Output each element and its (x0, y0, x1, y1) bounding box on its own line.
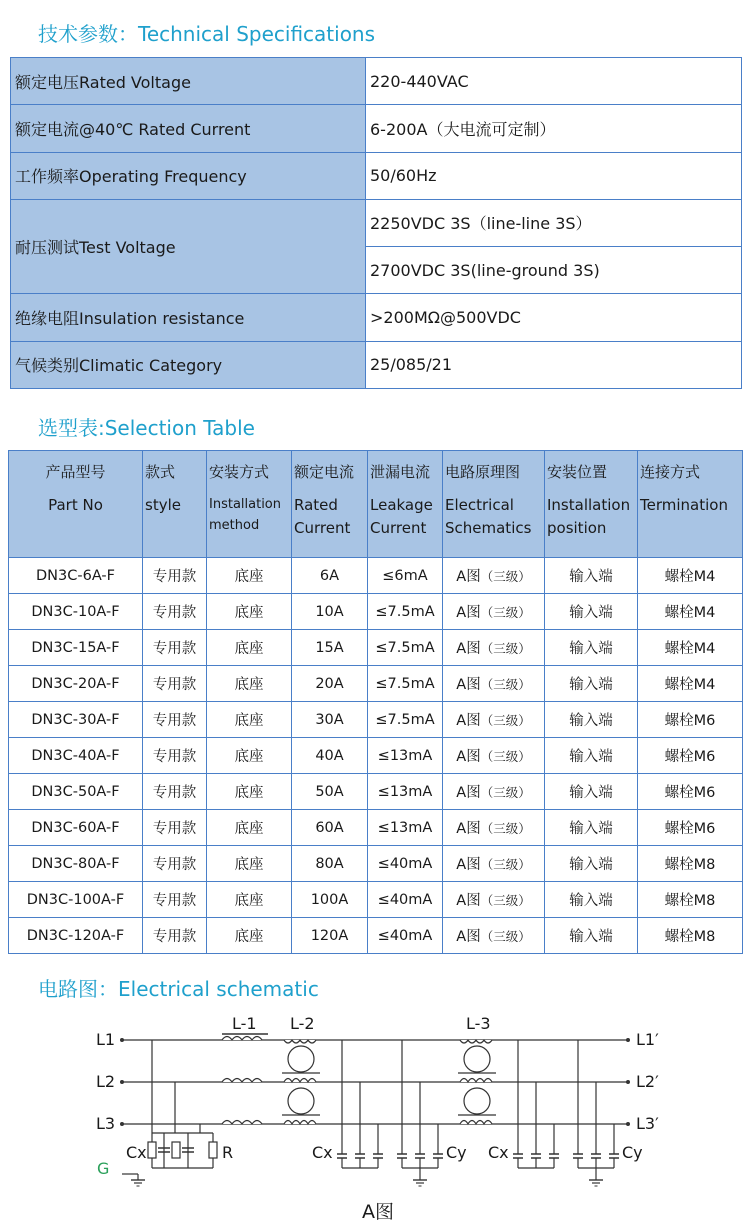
cell-termination: 螺栓M8 (638, 846, 743, 882)
spec-value: 220-440VAC (366, 58, 742, 105)
spec-row (11, 199, 742, 246)
inductor-l1 (222, 1037, 262, 1125)
cell-schematic: A图（三级） (443, 810, 545, 846)
cell-part: DN3C-80A-F (9, 846, 143, 882)
circuit-diagram (0, 1008, 750, 1230)
cell-current: 30A (292, 702, 368, 738)
ground-terminal (122, 1174, 145, 1186)
cell-install: 底座 (207, 558, 292, 594)
cell-current: 60A (292, 810, 368, 846)
cell-leakage: ≤7.5mA (368, 630, 443, 666)
cell-style: 专用款 (143, 882, 207, 918)
header-install-position: 安装位置 Installation position (545, 451, 638, 558)
cell-part: DN3C-10A-F (9, 594, 143, 630)
spec-label: 气候类别Climatic Category (11, 341, 366, 388)
label-inductor-l1: L-1 (232, 1014, 257, 1033)
cell-current: 80A (292, 846, 368, 882)
cell-termination: 螺栓M6 (638, 702, 743, 738)
cell-current: 40A (292, 738, 368, 774)
cell-leakage: ≤13mA (368, 810, 443, 846)
cell-termination: 螺栓M4 (638, 558, 743, 594)
cell-install: 底座 (207, 630, 292, 666)
cell-style: 专用款 (143, 666, 207, 702)
table-row (9, 846, 743, 882)
cell-leakage: ≤40mA (368, 846, 443, 882)
cell-schematic: A图（三级） (443, 774, 545, 810)
spec-label: 额定电流@40℃ Rated Current (11, 105, 366, 152)
header-leakage-current: 泄漏电流 Leakage Current (368, 451, 443, 558)
cell-current: 15A (292, 630, 368, 666)
cell-termination: 螺栓M6 (638, 738, 743, 774)
choke-l3 (460, 1040, 492, 1124)
spec-value: >200MΩ@500VDC (366, 294, 742, 341)
cell-leakage: ≤7.5mA (368, 702, 443, 738)
cell-schematic: A图（三级） (443, 666, 545, 702)
cell-install: 底座 (207, 666, 292, 702)
label-cx-input: Cx (126, 1143, 147, 1162)
cell-leakage: ≤13mA (368, 738, 443, 774)
table-row (9, 702, 743, 738)
label-cx-middle: Cx (312, 1143, 333, 1162)
cell-position: 输入端 (545, 882, 638, 918)
schematic-section-title: 电路图：Electrical schematic (38, 977, 319, 1001)
cell-schematic: A图（三级） (443, 558, 545, 594)
table-row (9, 918, 743, 954)
cell-position: 输入端 (545, 594, 638, 630)
label-l3-out: L3′ (636, 1114, 659, 1133)
label-ground: G (97, 1159, 110, 1178)
cell-position: 输入端 (545, 702, 638, 738)
cell-part: DN3C-6A-F (9, 558, 143, 594)
cy-bank-output (573, 1040, 619, 1186)
cell-position: 输入端 (545, 630, 638, 666)
spec-label: 绝缘电阻Insulation resistance (11, 294, 366, 341)
spec-label: 工作频率Operating Frequency (11, 152, 366, 199)
label-l1-in: L1 (96, 1030, 116, 1049)
cell-current: 100A (292, 882, 368, 918)
cell-install: 底座 (207, 846, 292, 882)
table-row (9, 774, 743, 810)
header-part-no: 产品型号 Part No (9, 451, 143, 558)
spec-row (11, 341, 742, 388)
cy-bank-middle (397, 1040, 443, 1186)
cell-current: 6A (292, 558, 368, 594)
cell-part: DN3C-120A-F (9, 918, 143, 954)
label-cy-middle: Cy (446, 1143, 467, 1162)
cell-schematic: A图（三级） (443, 918, 545, 954)
cell-schematic: A图（三级） (443, 630, 545, 666)
input-cx-network (148, 1040, 217, 1168)
cell-schematic: A图（三级） (443, 702, 545, 738)
spec-section-title: 技术参数：Technical Specifications (38, 22, 376, 46)
cell-schematic: A图（三级） (443, 882, 545, 918)
cell-position: 输入端 (545, 666, 638, 702)
cell-schematic: A图（三级） (443, 594, 545, 630)
label-cx-output: Cx (488, 1143, 509, 1162)
cell-part: DN3C-100A-F (9, 882, 143, 918)
selection-section-title: 选型表:Selection Table (38, 416, 255, 440)
cell-style: 专用款 (143, 702, 207, 738)
cell-install: 底座 (207, 774, 292, 810)
label-choke-l2: L-2 (290, 1014, 315, 1033)
header-termination: 连接方式 Termination (638, 451, 743, 558)
table-row (9, 630, 743, 666)
spec-value: 2250VDC 3S（line-line 3S） (366, 199, 742, 246)
cell-termination: 螺栓M8 (638, 918, 743, 954)
cell-style: 专用款 (143, 630, 207, 666)
table-row (9, 738, 743, 774)
cell-leakage: ≤40mA (368, 918, 443, 954)
cell-install: 底座 (207, 918, 292, 954)
cell-termination: 螺栓M4 (638, 666, 743, 702)
cell-install: 底座 (207, 594, 292, 630)
cell-schematic: A图（三级） (443, 738, 545, 774)
label-choke-l3: L-3 (466, 1014, 491, 1033)
cell-install: 底座 (207, 810, 292, 846)
schematic-caption: A图 (362, 1201, 394, 1223)
label-resistor: R (222, 1143, 234, 1162)
table-row (9, 810, 743, 846)
choke-l2 (284, 1040, 316, 1124)
spec-row (11, 294, 742, 341)
cell-current: 120A (292, 918, 368, 954)
table-row (9, 882, 743, 918)
spec-value: 6-200A（大电流可定制） (366, 105, 742, 152)
spec-row (11, 105, 742, 152)
table-row (9, 558, 743, 594)
cell-part: DN3C-15A-F (9, 630, 143, 666)
cell-style: 专用款 (143, 810, 207, 846)
spec-table (10, 57, 742, 389)
selection-header-row (9, 451, 743, 558)
cx-bank-middle (337, 1040, 383, 1168)
selection-table (8, 450, 743, 954)
cell-leakage: ≤13mA (368, 774, 443, 810)
header-schematics: 电路原理图 Electrical Schematics (443, 451, 545, 558)
cell-leakage: ≤6mA (368, 558, 443, 594)
cell-termination: 螺栓M8 (638, 882, 743, 918)
header-rated-current: 额定电流 Rated Current (292, 451, 368, 558)
line-wires (122, 1034, 628, 1124)
cell-style: 专用款 (143, 846, 207, 882)
table-row (9, 666, 743, 702)
cell-leakage: ≤7.5mA (368, 666, 443, 702)
spec-label: 额定电压Rated Voltage (11, 58, 366, 105)
cell-current: 10A (292, 594, 368, 630)
cell-style: 专用款 (143, 594, 207, 630)
spec-row (11, 152, 742, 199)
label-cy-output: Cy (622, 1143, 643, 1162)
spec-value: 25/085/21 (366, 341, 742, 388)
cell-leakage: ≤7.5mA (368, 594, 443, 630)
label-l3-in: L3 (96, 1114, 116, 1133)
header-install-method: 安装方式 Installation method (207, 451, 292, 558)
spec-label: 耐压测试Test Voltage (11, 199, 366, 294)
spec-value: 50/60Hz (366, 152, 742, 199)
cell-style: 专用款 (143, 738, 207, 774)
label-l2-out: L2′ (636, 1072, 659, 1091)
cell-part: DN3C-20A-F (9, 666, 143, 702)
label-l1-out: L1′ (636, 1030, 659, 1049)
cell-current: 50A (292, 774, 368, 810)
cell-position: 输入端 (545, 918, 638, 954)
cell-current: 20A (292, 666, 368, 702)
cell-install: 底座 (207, 738, 292, 774)
cell-position: 输入端 (545, 846, 638, 882)
cell-style: 专用款 (143, 918, 207, 954)
spec-value: 2700VDC 3S(line-ground 3S) (366, 247, 742, 294)
cx-bank-output (513, 1040, 559, 1168)
cell-style: 专用款 (143, 558, 207, 594)
cell-position: 输入端 (545, 774, 638, 810)
cell-position: 输入端 (545, 738, 638, 774)
label-l2-in: L2 (96, 1072, 116, 1091)
spec-row (11, 58, 742, 105)
cell-termination: 螺栓M4 (638, 630, 743, 666)
cell-part: DN3C-40A-F (9, 738, 143, 774)
cell-position: 输入端 (545, 558, 638, 594)
header-style: 款式 style (143, 451, 207, 558)
table-row (9, 594, 743, 630)
cell-install: 底座 (207, 882, 292, 918)
cell-termination: 螺栓M6 (638, 774, 743, 810)
cell-position: 输入端 (545, 810, 638, 846)
cell-style: 专用款 (143, 774, 207, 810)
cell-schematic: A图（三级） (443, 846, 545, 882)
cell-part: DN3C-60A-F (9, 810, 143, 846)
cell-leakage: ≤40mA (368, 882, 443, 918)
cell-termination: 螺栓M6 (638, 810, 743, 846)
cell-termination: 螺栓M4 (638, 594, 743, 630)
cell-part: DN3C-50A-F (9, 774, 143, 810)
cell-part: DN3C-30A-F (9, 702, 143, 738)
cell-install: 底座 (207, 702, 292, 738)
